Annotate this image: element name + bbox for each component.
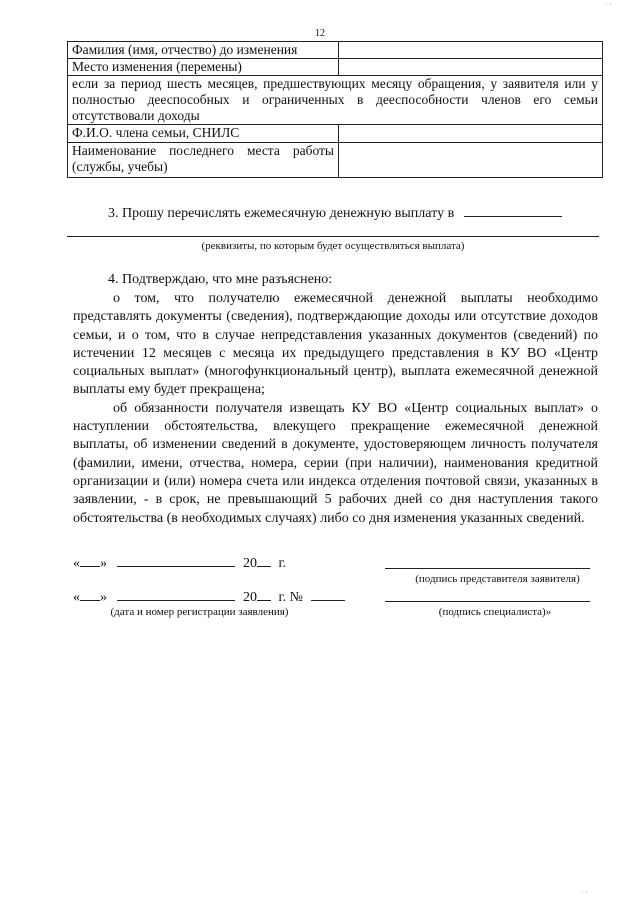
month-blank[interactable] (117, 553, 235, 567)
form-table (67, 41, 603, 178)
representative-signature-caption: (подпись представителя заявителя) (415, 573, 580, 585)
registration-date-line (73, 587, 345, 607)
payment-request-text: 3. Прошу перечислять ежемесячную денежную выплату в (108, 206, 455, 221)
specialist-signature-line[interactable] (385, 601, 590, 602)
section4-body (73, 290, 598, 528)
table-row (68, 143, 603, 178)
representative-signature-line[interactable] (385, 568, 590, 569)
row-no-income-condition: если за период шесть месяцев, предшествующих месяцу обращения, у заявителя или у полностью дееспособных и ограниченных в дееспособности членов его семьи отсутствовали доходы (68, 76, 603, 125)
table-row (68, 59, 603, 76)
year-prefix: 20 (243, 556, 257, 571)
row-label-change-place: Место изменения (перемены) (68, 59, 339, 76)
date-open-quote: « (73, 590, 80, 605)
section4-paragraph-1: о том, что получателю ежемесячной денежной выплаты необходимо представлять документы (сведения), подтверждающие доходы или отсутствие доходов семьи, и о том, что в случае непредставления указанных документов (сведений) по истечении 12 месяцев с месяца их предыдущего представления в КУ ВО «Центр социальных выплат» (многофункциональный центр), выплата ежемесячной денежной выплаты ему будет прекращена; (73, 291, 598, 398)
bank-details-caption: (реквизиты, по которым будет осуществляться выплата) (201, 240, 465, 252)
row-value-family-member[interactable] (339, 125, 603, 143)
payment-destination-blank[interactable] (464, 203, 562, 217)
section4-heading: 4. Подтверждаю, что мне разъяснено: (108, 272, 333, 287)
bank-details-line[interactable] (67, 236, 599, 237)
registration-number-blank[interactable] (311, 587, 345, 601)
month-blank[interactable] (117, 587, 235, 601)
date-close-quote: » (100, 590, 107, 605)
day-blank[interactable] (80, 553, 100, 567)
applicant-date-line (73, 553, 286, 573)
corner-scan-mark-bottom: · · (580, 888, 588, 897)
year-prefix: 20 (243, 590, 257, 605)
table-row (68, 125, 603, 143)
row-label-name-change: Фамилия (имя, отчество) до изменения (68, 42, 339, 59)
date-open-quote: « (73, 556, 80, 571)
row-label-family-member: Ф.И.О. члена семьи, СНИЛС (68, 125, 339, 143)
row-value-name-change[interactable] (339, 42, 603, 59)
year-blank[interactable] (257, 553, 271, 567)
date-close-quote: » (100, 556, 107, 571)
section4-paragraph-2: об обязанности получателя извещать КУ ВО «Центр социальных выплат» о наступлении обстоятельства, влекущего прекращение ежемесячной денежной выплаты, об изменении сведений в документе, удостоверяющем личность получателя (фамилии, имени, отчества, номера, серии (при наличии), наименования кредитной организации и (или) номера счета или индекса отделения почтовой связи, указанных в заявлении, - в срок, не превышающий 5 рабочих дней со дня наступления такого обстоятельства (в необходимых случаях) либо со дня изменения указанных сведений. (73, 400, 598, 526)
table-row (68, 42, 603, 59)
row-label-last-workplace: Наименование последнего места работы (службы, учебы) (68, 143, 339, 178)
specialist-signature-caption: (подпись специалиста)» (438, 606, 552, 618)
page-number: 12 (315, 28, 325, 39)
row-value-last-workplace[interactable] (339, 143, 603, 178)
registration-caption: (дата и номер регистрации заявления) (110, 606, 289, 618)
payment-request-line (108, 203, 562, 223)
year-number-suffix: г. № (278, 590, 304, 605)
corner-scan-mark: · · (604, 0, 612, 9)
year-suffix: г. (278, 556, 287, 571)
row-value-change-place[interactable] (339, 59, 603, 76)
table-row (68, 76, 603, 125)
year-blank[interactable] (257, 587, 271, 601)
day-blank[interactable] (80, 587, 100, 601)
